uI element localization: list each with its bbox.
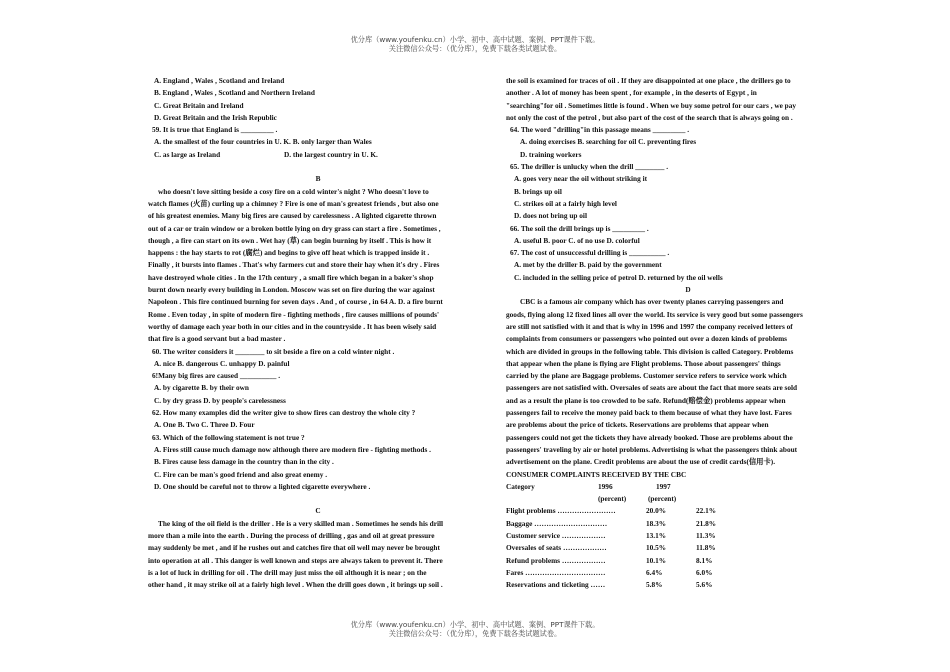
- q63-option-b: B. Fires cause less damage in the country than in the city .: [154, 457, 334, 467]
- passage-line: into operation at all . This danger is well known and steps are always taken to prevent it. There: [148, 555, 443, 565]
- section-b-title: B: [315, 174, 321, 184]
- q65-stem: 65. The driller is unlucky when the drill ________ .: [510, 162, 669, 172]
- complaints-table: [506, 469, 850, 592]
- q58-option-a: A. England , Wales , Scotland and Ireland: [154, 76, 285, 85]
- q65-option-d: D. does not bring up oil: [514, 211, 587, 221]
- passage-line: that fire is a good servant but a bad master .: [148, 334, 286, 344]
- q67-options-cd: C. included in the selling price of petrol D. returned by the oil wells: [514, 272, 723, 282]
- q65-option-c: C. strikes oil at a fairly high level: [514, 198, 617, 208]
- passage-line: which are divided in groups in the following table. This division is called Category. Problems: [506, 346, 794, 356]
- passage-line: passengers are not satisfied with. Oversales of seats are about the fact that more seats are sold: [506, 383, 798, 393]
- q67-stem: 67. The cost of unsuccessful drilling is __________ .: [510, 248, 670, 258]
- row-1996: 10.1%: [646, 555, 667, 565]
- q59-option-ab: A. the smallest of the four countries in U. K. B. only larger than Wales: [154, 137, 372, 147]
- row-1997: 11.3%: [696, 530, 716, 540]
- section-c-passage: [148, 518, 488, 592]
- row-1997: 21.8%: [696, 518, 717, 528]
- row-1997: 22.1%: [696, 506, 717, 516]
- passage-line: have destroyed whole cities . In the 17th century , a small fire which began in a baker's shop: [148, 272, 434, 282]
- q58-option-d: D. Great Britain and the Irish Republic: [154, 112, 277, 122]
- q64-options-abc: A. doing exercises B. searching for oil C. preventing fires: [520, 137, 697, 147]
- passage-line: worthy of damage each year both in our cities and in the countryside . It has been wisely said: [148, 321, 437, 331]
- section-c-title: C: [315, 506, 321, 516]
- q61-stem: 6!Many big fires are caused __________ .: [152, 371, 281, 381]
- passage-line: watch flames (火苗) curling up a chimney ? Fire is one of man's greatest friends , but also one: [148, 198, 439, 208]
- passage-line: another . A lot of money has been spent , for example , in the deserts of Egypt , in: [506, 88, 757, 98]
- passage-line: the soil is examined for traces of oil . If they are disappointed at one place , the drillers go to: [506, 76, 791, 85]
- passage-line: CBC is a famous air company which has over twenty planes carrying passengers and: [520, 297, 784, 307]
- passage-line: not only the cost of the petrol , but also part of the cost of the search that is always going on .: [506, 112, 793, 122]
- row-label: Refund problems ………………: [506, 555, 606, 565]
- row-label: Reservations and ticketing ……: [506, 580, 606, 590]
- q63-stem: 63. Which of the following statement is not true ?: [152, 432, 305, 442]
- q62-stem: 62. How many examples did the writer give to show fires can destroy the whole city ?: [152, 408, 416, 418]
- header-line-2: 关注微信公众号：（优分库），免费下载各类试题试卷。: [388, 44, 562, 53]
- q58-option-b: B. England , Wales , Scotland and Northern Ireland: [154, 88, 315, 98]
- table-row: [506, 505, 850, 517]
- table-row: [506, 579, 850, 591]
- col-1996: 1996: [598, 481, 613, 491]
- q61-options-ab: A. by cigarette B. by their own: [154, 383, 249, 393]
- passage-line: passengers fail to receive the money paid back to them because of what they have lost. Fares: [506, 408, 792, 418]
- passage-line: though , a fire can start on its own . Wet hay (草) can begin burning by itself . This is how it: [148, 235, 432, 245]
- q59-option-cd: [148, 149, 488, 161]
- q65-option-a: A. goes very near the oil without striking it: [514, 174, 648, 184]
- row-1996: 6.4%: [646, 567, 663, 577]
- passage-line: who doesn't love sitting beside a cosy fire on a cold winter's night ? Who doesn't love to: [158, 186, 429, 196]
- page-footer: [0, 620, 950, 638]
- q63-option-d: D. One should be careful not to throw a lighted cigarette everywhere .: [154, 481, 371, 491]
- passage-line: Rome . Even today , in spite of modern fire - fighting methods , fire causes millions of pounds': [148, 309, 440, 319]
- table-row: [506, 542, 850, 554]
- passage-line: carried by the plane are Baggage problems. Customer service refers to service work which: [506, 371, 787, 381]
- header-line-1: 优分库（www.youfenku.cn）小学、初中、高中试题、案例、PPT课件下载。: [350, 35, 600, 44]
- q59-stem: 59. It is true that England is _________ .: [152, 125, 278, 135]
- passage-line: of his greatest enemies. Many big fires are caused by carelessness . A lighted cigarette thrown: [148, 211, 437, 221]
- row-1996: 18.3%: [646, 518, 667, 528]
- passage-line: is a lot of luck in drilling for oil . The drill may just miss the oil although it is near ; on the: [148, 567, 427, 577]
- row-1996: 5.8%: [646, 580, 663, 590]
- passage-line: happens : the hay starts to rot (腐烂) and begins to give off heat which is trapped inside it .: [148, 248, 430, 258]
- q60-options: A. nice B. dangerous C. unhappy D. painful: [154, 358, 290, 368]
- q64-stem: 64. The word "drilling"in this passage means _________ .: [510, 125, 690, 135]
- row-1996: 10.5%: [646, 543, 667, 553]
- row-label: Oversales of seats ………………: [506, 543, 607, 553]
- row-label: Customer service ………………: [506, 530, 606, 540]
- table-row: [506, 555, 850, 567]
- passage-line: advertisement on the plane. Credit problems are about the use of credit cards(信用卡).: [506, 457, 776, 467]
- q66-stem: 66. The soil the drill brings up is _________ .: [510, 223, 649, 233]
- passage-line: burnt down nearly every building in London. Moscow was set on fire during the war against: [148, 285, 435, 295]
- q63-option-a: A. Fires still cause much damage now although there are modern fire - fighting methods .: [154, 444, 431, 454]
- q60-stem: 60. The writer considers it ________ to sit beside a fire on a cold winter night .: [152, 346, 395, 356]
- table-unit-row: [506, 493, 850, 505]
- row-1997: 8.1%: [696, 555, 713, 565]
- table-title: CONSUMER COMPLAINTS RECEIVED BY THE CBC: [506, 469, 687, 479]
- q59-option-d: D. the largest country in U. K.: [284, 149, 378, 159]
- passage-line: are problems about the price of tickets. Reservations are problems that appear when: [506, 420, 769, 430]
- passage-line: complaints from consumers or passengers who pointed out over a dozen kinds of problems: [506, 334, 788, 344]
- q65-option-b: B. brings up oil: [514, 186, 562, 196]
- q64-option-d: D. training workers: [520, 149, 582, 159]
- q66-options: A. useful B. poor C. of no use D. colorful: [514, 235, 640, 245]
- q67-options-ab: A. met by the driller B. paid by the government: [514, 260, 662, 270]
- passage-line: and as a result the plane is too crowded to be safe. Refund(赔偿金) problems appear when: [506, 395, 786, 405]
- left-column: [148, 75, 488, 591]
- footer-line-2: 关注微信公众号：（优分库），免费下载各类试题试卷。: [388, 629, 562, 638]
- passage-line: "searching"for oil . Sometimes little is found . When we buy some petrol for our cars , we pay: [506, 100, 797, 110]
- table-row: [506, 567, 850, 579]
- q63-option-c: C. Fire can be man's good friend and also great enemy .: [154, 469, 328, 479]
- passage-line: may suddenly be met , and if he rushes out and catches fire that oil well may never be brought: [148, 543, 440, 553]
- passage-line: are still not satisfied with it and that is why in 1996 and 1997 the company received letters of: [506, 321, 793, 331]
- passage-line: Napoleon . This fire continued burning for seven days . And , of course , in 64 A. D. a fire burnt: [148, 297, 443, 307]
- passage-line: passengers' traveling by air or hotel problems. Advertising is what the passengers think about: [506, 444, 798, 454]
- passage-line: that appear when the plane is flying are Flight problems. Those about passengers' things: [506, 358, 781, 368]
- row-1996: 13.1%: [646, 530, 667, 540]
- table-row: [506, 530, 850, 542]
- q58-option-c: C. Great Britain and Ireland: [154, 100, 244, 110]
- section-c-passage-continued: [506, 75, 850, 124]
- unit-1996: (percent): [598, 494, 627, 504]
- col-category: Category: [506, 481, 535, 491]
- section-d-title: D: [685, 285, 691, 295]
- section-b-passage: [148, 186, 488, 346]
- page-header: [0, 35, 950, 53]
- row-1997: 6.0%: [696, 567, 713, 577]
- table-header-row: [506, 481, 850, 493]
- right-column: [506, 75, 850, 591]
- passage-line: out of a car or train window or a broken bottle lying on dry grass can start a fire . Sometimes ,: [148, 223, 441, 233]
- q61-options-cd: C. by dry grass D. by people's carelessness: [154, 395, 286, 405]
- row-1996: 20.0%: [646, 506, 667, 516]
- table-row: [506, 518, 850, 530]
- unit-1997: (percent): [648, 494, 677, 504]
- q62-options: A. One B. Two C. Three D. Four: [154, 420, 255, 430]
- passage-line: passengers could not get the tickets they have already booked. Those are problems about the: [506, 432, 793, 442]
- row-1997: 5.6%: [696, 580, 713, 590]
- passage-line: The king of the oil field is the driller . He is a very skilled man . Sometimes he sends his drill: [158, 518, 444, 528]
- passage-line: other hand , it may strike oil at a fairly high level . When the drill goes down , it brings up soil .: [148, 580, 443, 590]
- row-label: Flight problems ……………………: [506, 506, 616, 516]
- passage-line: Finally , it bursts into flames . That's why farmers cut and store their hay when it's dry . Fires: [148, 260, 440, 270]
- col-1997: 1997: [656, 481, 671, 491]
- q59-option-c: C. as large as Ireland: [154, 149, 221, 159]
- section-d-passage: [506, 296, 850, 468]
- passage-line: more than a mile into the earth . During the process of drilling , gas and oil at great pressure: [148, 530, 435, 540]
- row-1997: 11.8%: [696, 543, 716, 553]
- footer-line-1: 优分库（www.youfenku.cn）小学、初中、高中试题、案例、PPT课件下载。: [350, 620, 600, 629]
- row-label: Baggage …………………………: [506, 518, 608, 528]
- passage-line: goods, flying along 12 fixed lines all over the world. Its service is very good but some passengers: [506, 309, 803, 319]
- row-label: Fares ……………………………: [506, 567, 606, 577]
